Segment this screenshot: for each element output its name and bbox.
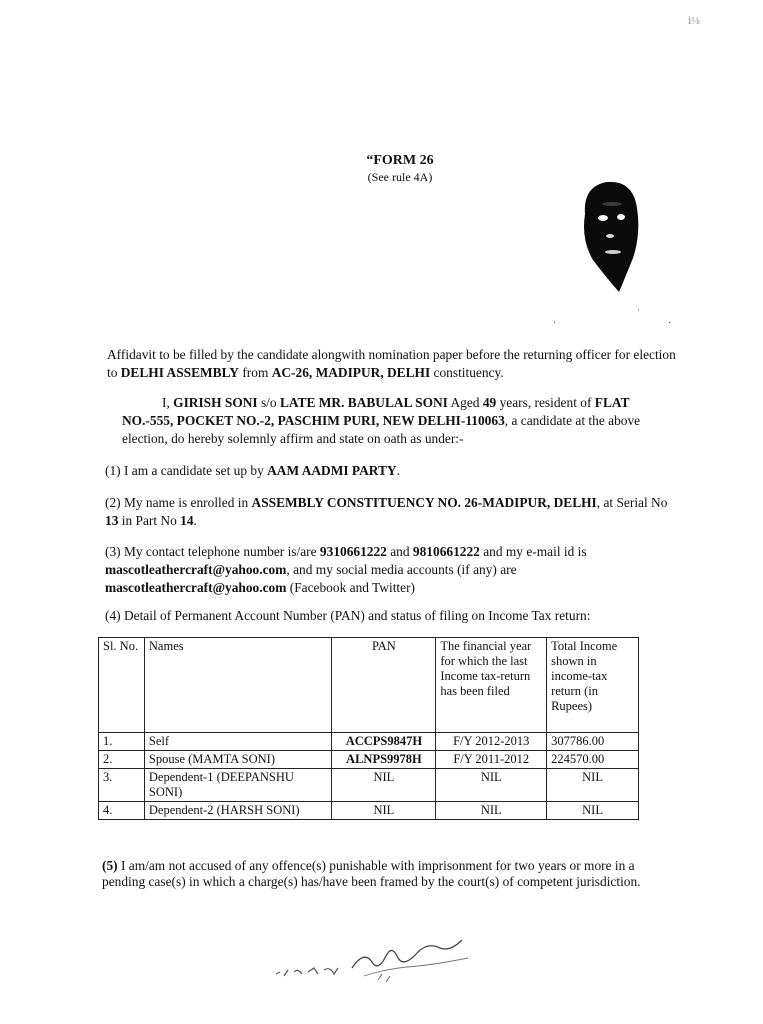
cell-pan: ACCPS9847H [332,733,436,751]
declarant-paragraph: I, GIRISH SONI s/o LATE MR. BABULAL SONI Aged 49 years, resident of FLAT NO.-555, POCKET NO.-2, PASCHIM PURI, NEW DELHI-110063, a candidate at the above election, do hereby solemnly affirm and state on oath as under:- [122,395,641,446]
email-address: mascotleathercraft@yahoo.com [105,562,287,577]
cell-income: NIL [547,769,639,802]
cell-no: 4. [99,802,145,820]
cell-income: 224570.00 [547,751,639,769]
social-media-account: mascotleathercraft@yahoo.com [105,580,287,595]
cell-name: Dependent-1 (DEEPANSHU SONI) [144,769,332,802]
item-2: (2) My name is enrolled in ASSEMBLY CONSTITUENCY NO. 26-MADIPUR, DELHI, at Serial No 13 in Part No 14. [105,495,668,528]
header-names: Names [144,638,332,733]
header-sl-no: Sl. No. [99,638,145,733]
cell-pan: ALNPS9978H [332,751,436,769]
item-3: (3) My contact telephone number is/are 9310661222 and 9810661222 and my e-mail id is mascotleathercraft@yahoo.com, and my social media accounts (if any) are mascotleathercraft@yahoo.com (Facebook and Twitter) [105,544,587,595]
item-4: (4) Detail of Permanent Account Number (PAN) and status of filing on Income Tax return: [105,608,591,623]
cell-pan: NIL [332,769,436,802]
cell-name: Spouse (MAMTA SONI) [144,751,332,769]
table-header-row [99,638,639,733]
cell-fy: NIL [436,769,547,802]
cell-income: 307786.00 [547,733,639,751]
table-row [99,733,639,751]
pan-table [98,637,639,820]
form-title: “FORM 26 [366,153,434,168]
candidate-signature [268,928,478,990]
cell-income: NIL [547,802,639,820]
scan-speck: ˈ [637,308,641,319]
cell-no: 3. [99,769,145,802]
cell-name: Dependent-2 (HARSH SONI) [144,802,332,820]
cell-fy: F/Y 2011-2012 [436,751,547,769]
page-corner-mark: ⅰ⅛ [688,15,700,27]
scan-speck: · [668,318,672,329]
table-row [99,769,639,802]
cell-name: Self [144,733,332,751]
item-5: (5) I am/am not accused of any offence(s) punishable with imprisonment for two years or more in a pending case(s) in which a charge(s) has/have been framed by the court(s) of competent jurisdiction. [102,858,641,889]
cell-no: 2. [99,751,145,769]
header-financial-year: The financial year for which the last Income tax-return has been filed [436,638,547,733]
candidate-photo [575,174,645,296]
item-1: (1) I am a candidate set up by AAM AADMI PARTY. [105,463,400,478]
intro-paragraph: Affidavit to be filled by the candidate alongwith nomination paper before the returning officer for election to DELHI ASSEMBLY from AC-26, MADIPUR, DELHI constituency. [107,347,676,380]
cell-pan: NIL [332,802,436,820]
table-row [99,802,639,820]
header-total-income: Total Income shown in income-tax return (in Rupees) [547,638,639,733]
table-row [99,751,639,769]
cell-fy: F/Y 2012-2013 [436,733,547,751]
cell-fy: NIL [436,802,547,820]
header-pan: PAN [332,638,436,733]
form-subtitle: (See rule 4A) [367,170,433,184]
scan-speck: · [553,318,557,329]
cell-no: 1. [99,733,145,751]
